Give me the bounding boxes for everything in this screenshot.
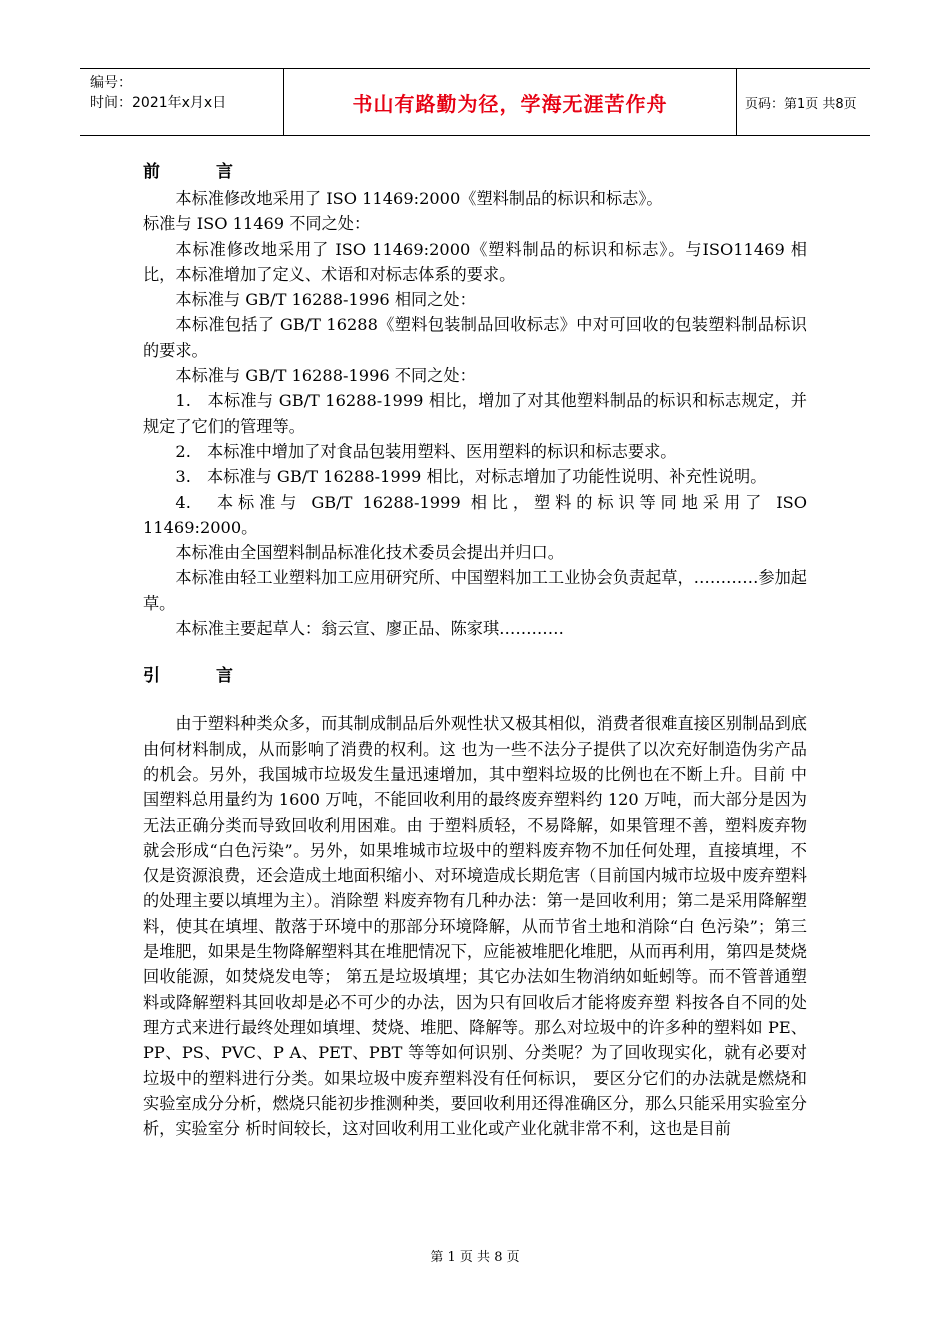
preface-heading-char-1: 前 bbox=[143, 162, 160, 182]
header-page-info-cell bbox=[737, 69, 870, 135]
preface-heading bbox=[143, 158, 807, 186]
header-page-info: 页码：第1页 共8页 bbox=[745, 96, 857, 112]
header-motto: 书山有路勤为径，学海无涯苦作舟 bbox=[352, 91, 668, 116]
preface-paragraph: 本标准由全国塑料制品标准化技术委员会提出并归口。 bbox=[175, 543, 564, 563]
page-header bbox=[80, 68, 870, 136]
preface-paragraph: 本标准修改地采用了 ISO 11469:2000《塑料制品的标识和标志》。与ISO11469 相比，本标准增加了定义、术语和对标志体系的要求。 bbox=[143, 239, 807, 284]
preface-paragraph: 本标准修改地采用了 ISO 11469:2000《塑料制品的标识和标志》。 bbox=[175, 189, 663, 208]
preface-paragraph: 本标准主要起草人：翁云宣、廖正品、陈家琪………… bbox=[175, 619, 564, 639]
header-meta bbox=[80, 69, 284, 135]
preface-paragraph: 1. 本标准与 GB/T 16288-1999 相比，增加了对其他塑料制品的标识和标志规定，并规定了它们的管理等。 bbox=[143, 391, 807, 436]
intro-heading-char-1: 引 bbox=[143, 666, 160, 687]
document-body bbox=[143, 158, 807, 1141]
preface-paragraph: 本标准与 GB/T 16288-1996 不同之处： bbox=[175, 366, 476, 386]
preface-paragraph: 本标准包括了 GB/T 16288《塑料包装制品回收标志》中对可回收的包装塑料制品标识的要求。 bbox=[143, 315, 807, 360]
page-footer: 第 1 页 共 8 页 bbox=[430, 1250, 520, 1265]
preface-paragraph: 2. 本标准中增加了对食品包装用塑料、医用塑料的标识和标志要求。 bbox=[175, 441, 677, 461]
intro-heading-char-2: 言 bbox=[216, 666, 233, 687]
date-label: 时间：2021年x月x日 bbox=[90, 95, 227, 111]
intro-heading bbox=[143, 662, 807, 690]
preface-heading-char-2: 言 bbox=[216, 162, 233, 182]
preface-paragraph: 4. 本标准与 GB/T 16288-1999 相比，塑料的标识等同地采用了 ISO 11469:2000。 bbox=[143, 492, 807, 537]
preface-paragraphs bbox=[143, 186, 807, 641]
preface-paragraph: 3. 本标准与 GB/T 16288-1999 相比，对标志增加了功能性说明、补充性说明。 bbox=[175, 467, 767, 487]
code-label: 编号： bbox=[90, 75, 132, 91]
preface-paragraph: 本标准与 GB/T 16288-1996 相同之处： bbox=[175, 290, 476, 310]
intro-paragraph: 由于塑料种类众多，而其制成制品后外观性状又极其相似，消费者很难直接区别制品到底由何材料制成，从而影响了消费的权利。这 也为一些不法分子提供了以次充好制造伪劣产品的机会。另外，我国城市垃圾发生量迅速增加，其中塑料垃圾的比例也在不断上升。目前 中国塑料总用量约为 1600 万吨，不能回收利用的最终废弃塑料约 120 万吨，而大部分是因为无法正确分类而导致回收利用困难。由 于塑料质轻，不易降解，如果管理不善，塑料废弃物就会形成“白色污染”。另外，如果堆城市垃圾中的塑料废弃物不加任何处理，直接填埋，不仅是资源浪费，还会造成土地面积缩小、对环境造成长期危害（目前国内城市垃圾中废弃塑料的处理主要以填埋为主）。消除塑 料废弃物有几种办法：第一是回收利用；第二是采用降解塑料，使其在填埋、散落于环境中的那部分环境降解，从而节省土地和消除“白 色污染”；第三是堆肥，如果是生物降解塑料其在堆肥情况下，应能被堆肥化堆肥，从而再利用，第四是焚烧回收能源，如焚烧发电等； 第五是垃圾填埋；其它办法如生物消纳如蚯蚓等。而不管普通塑料或降解塑料其回收却是必不可少的办法，因为只有回收后才能将废弃塑 料按各自不同的处理方式来进行最终处理如填埋、焚烧、堆肥、降解等。那么对垃圾中的许多种的塑料如 PE、PP、PS、PVC、P A、PET、PBT 等等如何识别、分类呢？为了回收现实化，就有必要对垃圾中的塑料进行分类。如果垃圾中废弃塑料没有任何标识， 要区分它们的办法就是燃烧和实验室成分分析，燃烧只能初步推测种类，要回收利用还得准确区分，那么只能采用实验室分析，实验室分 析时间较长，这对回收利用工业化或产业化就非常不利，这也是目前 bbox=[143, 714, 807, 1139]
preface-paragraph: 标准与 ISO 11469 不同之处： bbox=[143, 214, 371, 234]
preface-paragraph: 本标准由轻工业塑料加工应用研究所、中国塑料加工工业协会负责起草，…………参加起草。 bbox=[143, 568, 807, 613]
header-motto-cell bbox=[284, 69, 737, 135]
